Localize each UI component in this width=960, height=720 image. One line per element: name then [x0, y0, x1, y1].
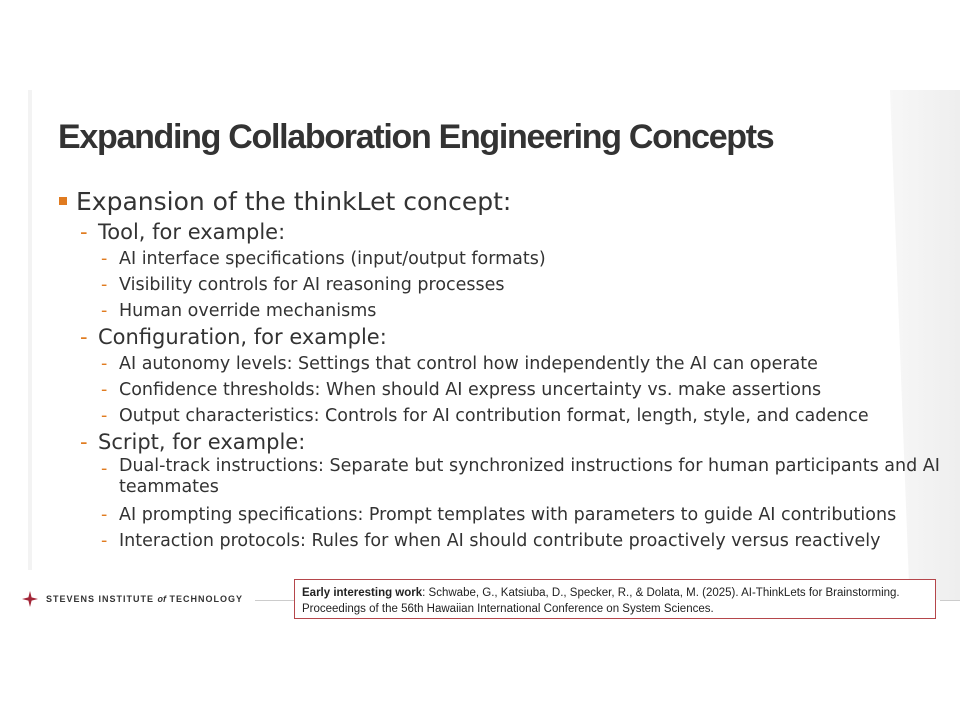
list-item [101, 298, 948, 324]
slide-content [58, 185, 948, 554]
section-heading-text: Script, for example: [98, 430, 306, 454]
dash-bullet-icon: - [101, 301, 108, 321]
main-bullet-text: Expansion of the thinkLet concept: [76, 187, 512, 216]
list-item [101, 456, 948, 498]
list-item [101, 528, 948, 554]
list-item [101, 272, 948, 298]
list-item-text: Interaction protocols: Rules for when AI should contribute proactively versus reactively [119, 531, 881, 551]
section-heading-script [80, 429, 948, 456]
dash-bullet-icon: - [101, 354, 108, 374]
list-item [101, 403, 948, 429]
main-bullet [58, 185, 948, 219]
section-heading-configuration [80, 324, 948, 351]
reference-box [294, 579, 936, 619]
list-item-text: Human override mechanisms [119, 301, 377, 321]
reference-text: : Schwabe, G., Katsiuba, D., Specker, R., & Dolata, M. (2025). AI-ThinkLets for Brainstorming. Proceedings of the 56th Hawaiian International Conference on System Sciences. [302, 587, 900, 615]
list-item [101, 246, 948, 272]
square-bullet-icon [59, 197, 67, 205]
list-item-text: Visibility controls for AI reasoning processes [119, 275, 505, 295]
dash-bullet-icon: - [101, 406, 108, 426]
dash-bullet-icon: - [101, 531, 108, 551]
footer-divider [940, 600, 960, 601]
stevens-logo [22, 591, 243, 607]
dash-bullet-icon: - [101, 459, 108, 479]
stevens-star-icon [22, 591, 38, 607]
list-item-text: Dual-track instructions: Separate but synchronized instructions for human participants and AI teammates [119, 456, 940, 497]
section-heading-tool [80, 219, 948, 246]
dash-bullet-icon: - [80, 325, 88, 349]
dash-bullet-icon: - [101, 505, 108, 525]
dash-bullet-icon: - [101, 249, 108, 269]
list-item-text: AI prompting specifications: Prompt templates with parameters to guide AI contributions [119, 505, 897, 525]
list-item [101, 377, 948, 403]
slide-title: Expanding Collaboration Engineering Concepts [58, 118, 774, 156]
dash-bullet-icon: - [101, 275, 108, 295]
list-item-text: AI autonomy levels: Settings that control how independently the AI can operate [119, 354, 818, 374]
list-item [101, 351, 948, 377]
list-item [101, 502, 948, 528]
list-item-text: Confidence thresholds: When should AI express uncertainty vs. make assertions [119, 380, 822, 400]
logo-text: STEVENS INSTITUTE of TECHNOLOGY [46, 594, 244, 604]
reference-label: Early interesting work [302, 587, 423, 599]
list-item-text: AI interface specifications (input/output formats) [119, 249, 546, 269]
footer-divider [255, 600, 295, 601]
dash-bullet-icon: - [80, 430, 88, 454]
dash-bullet-icon: - [101, 380, 108, 400]
section-heading-text: Configuration, for example: [98, 325, 387, 349]
left-decor-band [28, 90, 32, 570]
dash-bullet-icon: - [80, 220, 88, 244]
section-heading-text: Tool, for example: [98, 220, 286, 244]
list-item-text: Output characteristics: Controls for AI contribution format, length, style, and cadence [119, 406, 869, 426]
